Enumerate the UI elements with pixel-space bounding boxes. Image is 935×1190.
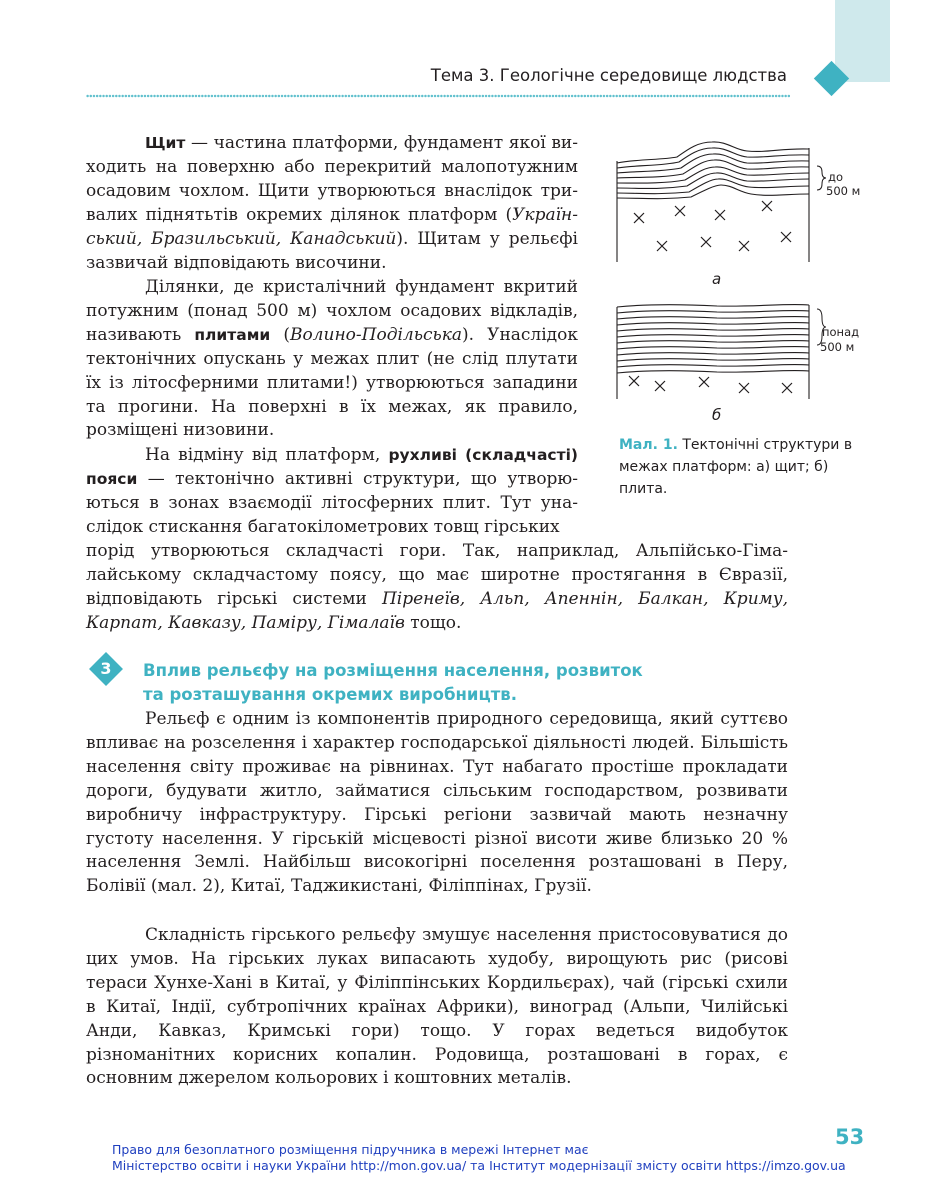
section-title: Вплив рельєфу на розміщення населення, розвиток та розташування окремих виробництв. <box>143 661 643 704</box>
corner-tab <box>835 0 890 82</box>
footer-line-1: Право для безоплатного розміщення підручника в мережі Інтернет має <box>112 1142 589 1157</box>
term-shield: Щит <box>145 134 186 152</box>
paragraph-plates: Ділянки, де кристалічний фундамент вкритий потужним (понад 500 м) чохлом осадових відкладів, називають плитами (Волино-Подільська). Унаслідок тектонічних опускань у межах плит (не слід плутати їх із літосферними плитами!) утворюються западини та прогини. На поверхні в їх межах, як правило, розміщені низовини. <box>86 277 578 441</box>
running-header: Тема 3. Геологічне середовище людства <box>430 66 787 85</box>
page-number: 53 <box>835 1125 865 1149</box>
header-divider <box>86 93 790 99</box>
term-mobile-belts: рухливі (складчасті) пояси <box>86 446 578 488</box>
section-number-badge: 3 <box>89 652 123 686</box>
thickness-label-b1: понад <box>822 325 860 339</box>
thickness-label-a2: 500 м <box>826 184 861 198</box>
diagram-shield <box>617 140 809 262</box>
paragraph-relief-influence: Рельєф є одним із компонентів природного середовища, який суттєво впливає на розселення і характер господарської діяльності людей. Більшість населення світу проживає на рівнинах. Тут набагато простіше прокладати дороги, будувати житло, займатися сільським господарством, розвивати виробничу інфраструктуру. Гірські регіони зазвичай мають незначну густоту населення. У гірській місцевості різної висоти живе близько 20 % населення Землі. Найбільш високогірні поселення розташовані в Перу, Болівії (мал. 2), Китаї, Таджикистані, Філіппінах, Грузії. <box>86 709 788 897</box>
thickness-label-b2: 500 м <box>820 340 855 354</box>
diagram-plate <box>617 303 809 399</box>
thickness-label-a1: до <box>828 170 843 184</box>
figure-label-b: б <box>712 406 722 424</box>
caption-label: Мал. 1. <box>619 437 678 453</box>
figure-caption: Мал. 1. Тектонічні структури в межах платформ: а) щит; б) плита. <box>619 437 853 497</box>
term-plates: плитами <box>194 325 271 344</box>
paragraph-shield: Щит — частина платформи, фундамент якої виходить на поверхню або перекритий малопотужним осадовим чохлом. Щити утворюються внаслідок тривалих піднятьтів окремих ділянок платформ (Український, Бразильський, Канадський). Щитам у рельєфі зазвичай відповідають височини. <box>86 133 578 273</box>
paragraph-mobile-belts-cont: порід утворюються складчасті гори. Так, наприклад, Альпійсько-Гімалайському складчастому поясу, що має широтне простягання в Євразії, відповідають гірські системи Піренеїв, Альп, Апеннін, Балкан, Криму, Карпат, Кавказу, Паміру, Гімалаїв тощо. <box>86 541 788 633</box>
footer-line-2: Міністерство освіти і науки України http://mon.gov.ua/ та Інститут модернізації змісту освіти https://imzo.gov.ua <box>112 1158 846 1173</box>
figure-label-a: а <box>712 270 722 288</box>
paragraph-mobile-belts: На відміну від платформ, рухливі (складчасті) пояси — тектонічно активні структури, що утворюються в зонах взаємодії літосферних плит. Тут унаслідок стискання багатокілометрових товщ гірських <box>86 445 578 537</box>
paragraph-mountain-adaptation: Складність гірського рельєфу змушує населення пристосовуватися до цих умов. На гірських луках випасають худобу, вирощують рис (рисові тераси Хунхе-Хані в Китаї, у Філіппінських Кордильєрах), чай (гірські схили в Китаї, Індії, субтропічних країнах Африки), виноград (Альпи, Чилійські Анди, Кавказ, Кримські гори) тощо. У горах ведеться видобуток різноманітних корисних копалин. Родовища, розташовані в горах, є основним джерелом кольорових і коштовних металів. <box>86 925 788 1089</box>
